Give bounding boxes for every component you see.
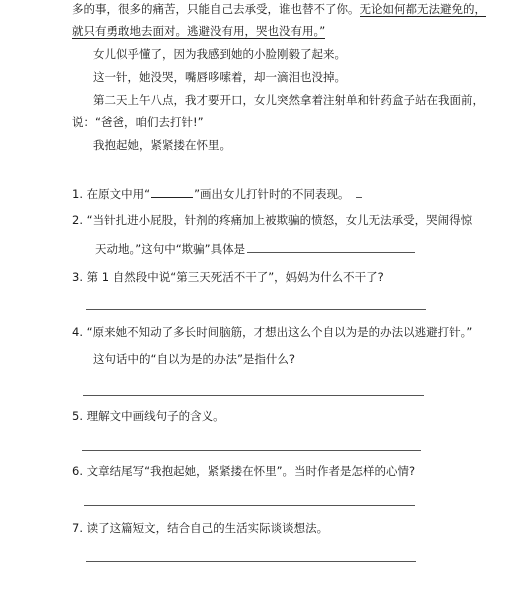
question-4-line-1: 4. “原来她不知动了多长时间脑筋，才想出这么个自以为是的办法以逃避打针。” <box>72 325 473 339</box>
underlined-sentence: 就只有勇敢地去面对。逃避没有用，哭也没有用。” <box>72 24 326 38</box>
passage-line-7: 我抱起她，紧紧搂在怀里。 <box>93 138 231 152</box>
question-7: 7. 读了这篇短文，结合自己的生活实际谈谈想法。 <box>72 521 329 535</box>
passage-line-4: 这一针，她没哭，嘴唇哆嗦着，却一滴泪也没掉。 <box>93 70 346 84</box>
stray-mark <box>356 188 362 198</box>
question-5: 5. 理解文中画线句子的含义。 <box>72 409 225 423</box>
passage-line-3: 女儿似乎懂了，因为我感到她的小脸刚毅了起来。 <box>93 47 346 61</box>
question-2-line-2: 天动地。”这句中“欺骗”具体是 <box>95 241 415 257</box>
passage-line-6: 说：“爸爸，咱们去打针!” <box>72 115 204 129</box>
passage-line-5: 第二天上午八点，我才要开口，女儿突然拿着注射单和针药盒子站在我面前， <box>93 93 484 107</box>
question-1: 1. 在原文中用“ ”画出女儿打针时的不同表现。 <box>72 186 362 202</box>
answer-line-3[interactable] <box>86 309 426 310</box>
answer-line-6[interactable] <box>84 505 415 506</box>
blank-line <box>151 186 193 198</box>
passage-line-2 <box>72 23 325 39</box>
question-6: 6. 文章结尾写“我抱起她，紧紧搂在怀里”。当时作者是怎样的心情? <box>72 464 416 478</box>
question-4-line-2: 这句话中的“自以为是的办法”是指什么? <box>93 352 296 366</box>
question-2-line-1: 2. “当针扎进小屁股，针剂的疼痛加上被欺骗的愤怒，女儿无法承受，哭闹得惊 <box>72 213 473 227</box>
answer-blank[interactable] <box>247 241 415 253</box>
passage-line-1 <box>72 1 486 17</box>
answer-line-5[interactable] <box>82 450 421 451</box>
passage-text: 多的事，很多的痛苦，只能自己去承受，谁也替不了你。 <box>72 2 360 16</box>
underlined-sentence: 无论如何都无法避免的， <box>359 2 486 16</box>
question-3: 3. 第 1 自然段中说“第三天死活不干了”，妈妈为什么不干了? <box>72 270 384 284</box>
answer-line-7[interactable] <box>86 561 416 562</box>
answer-line-4[interactable] <box>83 395 424 396</box>
